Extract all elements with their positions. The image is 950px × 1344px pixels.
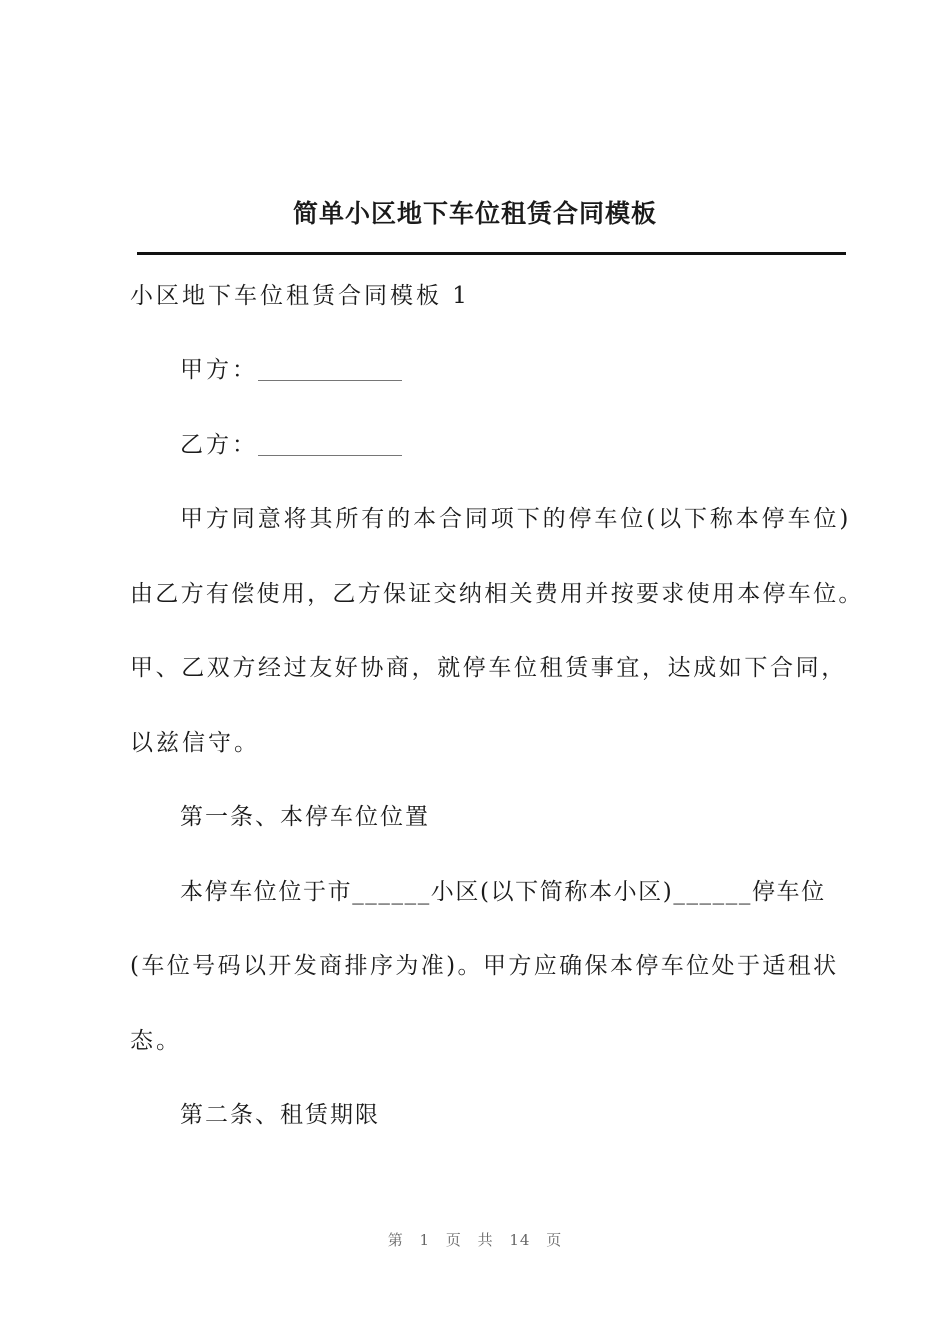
party-b-line [180, 429, 402, 463]
paragraph-line: 甲方同意将其所有的本合同项下的停车位(以下称本停车位) [180, 506, 852, 532]
party-a-line [180, 354, 402, 388]
paragraph-line: 由乙方有偿使用，乙方保证交纳相关费用并按要求使用本停车位。 [130, 581, 864, 607]
paragraph-line: 态。 [130, 1028, 182, 1054]
document-title: 简单小区地下车位租赁合同模板 [292, 199, 657, 228]
paragraph-line: 以兹信守。 [130, 730, 260, 756]
paragraph-line: 本停车位位于市______小区(以下简称本小区)______停车位 [180, 879, 826, 905]
article-2-heading: 第二条、租赁期限 [180, 1102, 380, 1128]
title-underline [137, 252, 846, 255]
paragraph-line: 甲、乙双方经过友好协商，就停车位租赁事宜，达成如下合同， [130, 655, 847, 681]
party-b-label: 乙方： [180, 432, 258, 458]
page-number-footer: 第 1 页 共 14 页 [387, 1231, 563, 1249]
document-subtitle: 小区地下车位租赁合同模板 1 [130, 283, 470, 309]
party-a-label: 甲方： [180, 357, 258, 383]
party-a-blank: __________________ [258, 362, 402, 381]
party-b-blank: __________________ [258, 437, 402, 456]
paragraph-line: (车位号码以开发商排序为准)。甲方应确保本停车位处于适租状 [130, 953, 839, 979]
article-1-heading: 第一条、本停车位位置 [180, 804, 430, 830]
